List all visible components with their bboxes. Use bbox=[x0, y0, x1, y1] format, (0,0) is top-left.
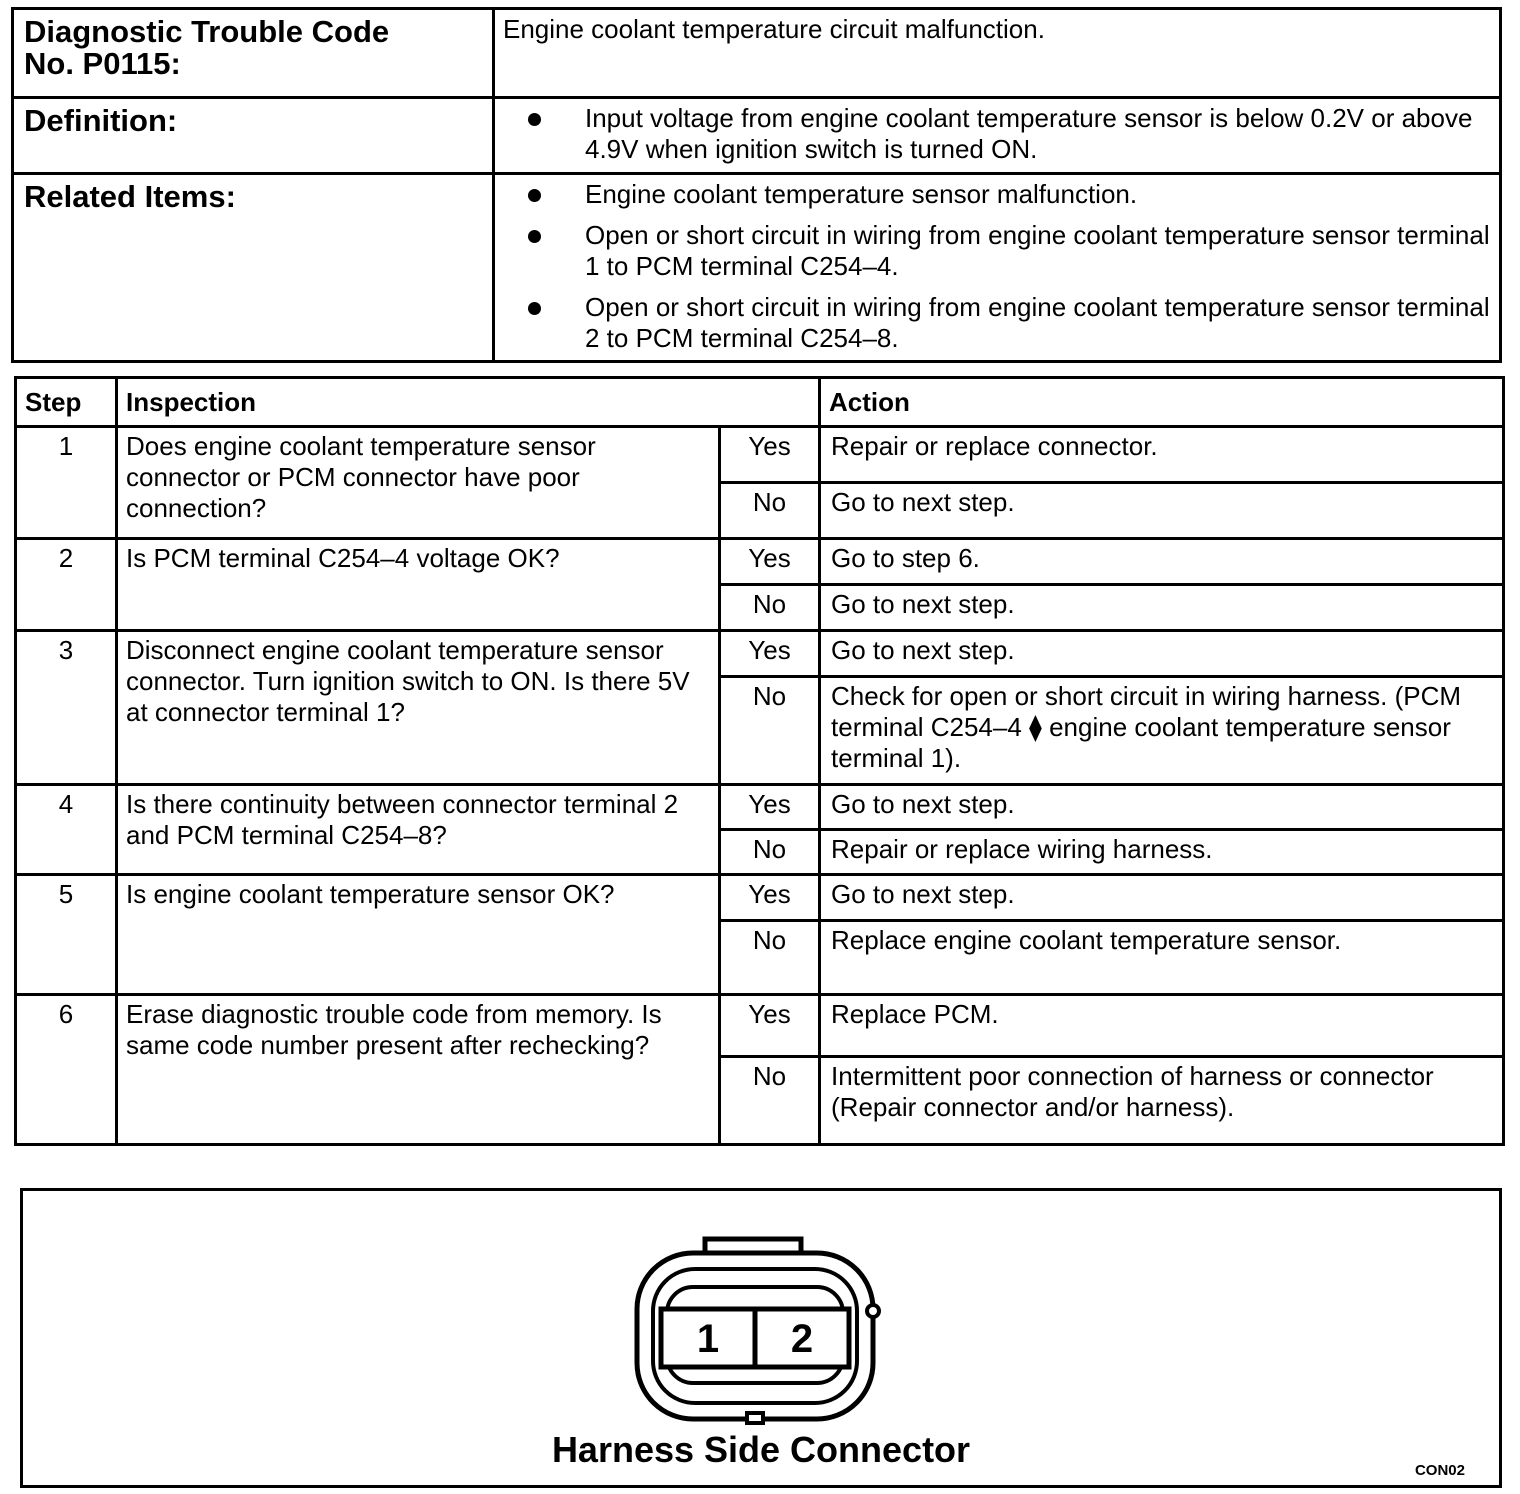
yes-action: Go to next step. bbox=[820, 631, 1504, 677]
yes-label: Yes bbox=[720, 427, 820, 483]
inspection-steps-table bbox=[14, 376, 1505, 1146]
step-number: 5 bbox=[16, 875, 117, 995]
no-label: No bbox=[720, 830, 820, 875]
yes-action: Replace PCM. bbox=[820, 995, 1504, 1057]
step-inspection: Does engine coolant temperature sensor connector or PCM connector have poor connection? bbox=[117, 427, 720, 539]
yes-action: Go to next step. bbox=[820, 875, 1504, 921]
no-label: No bbox=[720, 677, 820, 785]
step-1-yes-row bbox=[16, 427, 1504, 483]
step-4-yes-row bbox=[16, 785, 1504, 830]
step-5-yes-row bbox=[16, 875, 1504, 921]
no-action: Check for open or short circuit in wiring harness. (PCM terminal C254–4 ⧫ engine coolant temperature sensor terminal 1). bbox=[820, 677, 1504, 785]
step-inspection: Erase diagnostic trouble code from memory. Is same code number present after rechecking? bbox=[117, 995, 720, 1145]
step-inspection: Is engine coolant temperature sensor OK? bbox=[117, 875, 720, 995]
step-6-yes-row bbox=[16, 995, 1504, 1057]
step-number: 1 bbox=[16, 427, 117, 539]
step-number: 4 bbox=[16, 785, 117, 875]
pin-1-label: 1 bbox=[696, 1317, 720, 1361]
yes-action: Go to step 6. bbox=[820, 539, 1504, 585]
dtc-code-row bbox=[13, 9, 1501, 98]
dtc-code-description: Engine coolant temperature circuit malfunction. bbox=[494, 9, 1501, 98]
step-number: 6 bbox=[16, 995, 117, 1145]
related-item: Engine coolant temperature sensor malfunction. bbox=[503, 179, 1491, 210]
no-label: No bbox=[720, 1057, 820, 1145]
related-items-row bbox=[13, 174, 1501, 362]
yes-label: Yes bbox=[720, 631, 820, 677]
definition-cell bbox=[494, 98, 1501, 174]
related-item: Open or short circuit in wiring from engine coolant temperature sensor terminal 1 to PCM terminal C254–4. bbox=[503, 220, 1491, 282]
step-number: 3 bbox=[16, 631, 117, 785]
no-action: Intermittent poor connection of harness or connector (Repair connector and/or harness). bbox=[820, 1057, 1504, 1145]
bottom-nub bbox=[747, 1413, 763, 1423]
yes-label: Yes bbox=[720, 785, 820, 830]
related-items-list bbox=[503, 179, 1491, 354]
related-items-cell bbox=[494, 174, 1501, 362]
side-nub bbox=[867, 1305, 879, 1317]
inspection-header: Inspection bbox=[117, 378, 820, 427]
definition-list bbox=[503, 103, 1491, 165]
yes-action: Go to next step. bbox=[820, 785, 1504, 830]
definition-row bbox=[13, 98, 1501, 174]
pin-2-label: 2 bbox=[790, 1317, 814, 1361]
no-action: Go to next step. bbox=[820, 483, 1504, 539]
dtc-code-label: Diagnostic Trouble Code No. P0115: bbox=[13, 9, 494, 98]
no-label: No bbox=[720, 483, 820, 539]
definition-label: Definition: bbox=[13, 98, 494, 174]
no-action: Repair or replace wiring harness. bbox=[820, 830, 1504, 875]
related-item: Open or short circuit in wiring from engine coolant temperature sensor terminal 2 to PCM terminal C254–8. bbox=[503, 292, 1491, 354]
related-items-label: Related Items: bbox=[13, 174, 494, 362]
steps-header-row bbox=[16, 378, 1504, 427]
dtc-info-table bbox=[11, 7, 1502, 363]
connector-diagram-box bbox=[20, 1188, 1502, 1488]
step-2-yes-row bbox=[16, 539, 1504, 585]
figure-code: CON02 bbox=[1414, 1462, 1465, 1479]
no-action: Replace engine coolant temperature sensor. bbox=[820, 921, 1504, 995]
step-inspection: Is there continuity between connector terminal 2 and PCM terminal C254–8? bbox=[117, 785, 720, 875]
definition-item: Input voltage from engine coolant temperature sensor is below 0.2V or above 4.9V when ignition switch is turned ON. bbox=[503, 103, 1491, 165]
yes-label: Yes bbox=[720, 875, 820, 921]
harness-connector-diagram bbox=[631, 1233, 895, 1425]
step-header: Step bbox=[16, 378, 117, 427]
action-header: Action bbox=[820, 378, 1504, 427]
connector-caption: Harness Side Connector bbox=[551, 1429, 971, 1470]
step-3-yes-row bbox=[16, 631, 1504, 677]
yes-label: Yes bbox=[720, 539, 820, 585]
no-action: Go to next step. bbox=[820, 585, 1504, 631]
step-inspection: Disconnect engine coolant temperature sensor connector. Turn ignition switch to ON. Is there 5V at connector terminal 1? bbox=[117, 631, 720, 785]
no-label: No bbox=[720, 585, 820, 631]
yes-label: Yes bbox=[720, 995, 820, 1057]
no-label: No bbox=[720, 921, 820, 995]
yes-action: Repair or replace connector. bbox=[820, 427, 1504, 483]
step-inspection: Is PCM terminal C254–4 voltage OK? bbox=[117, 539, 720, 631]
step-number: 2 bbox=[16, 539, 117, 631]
